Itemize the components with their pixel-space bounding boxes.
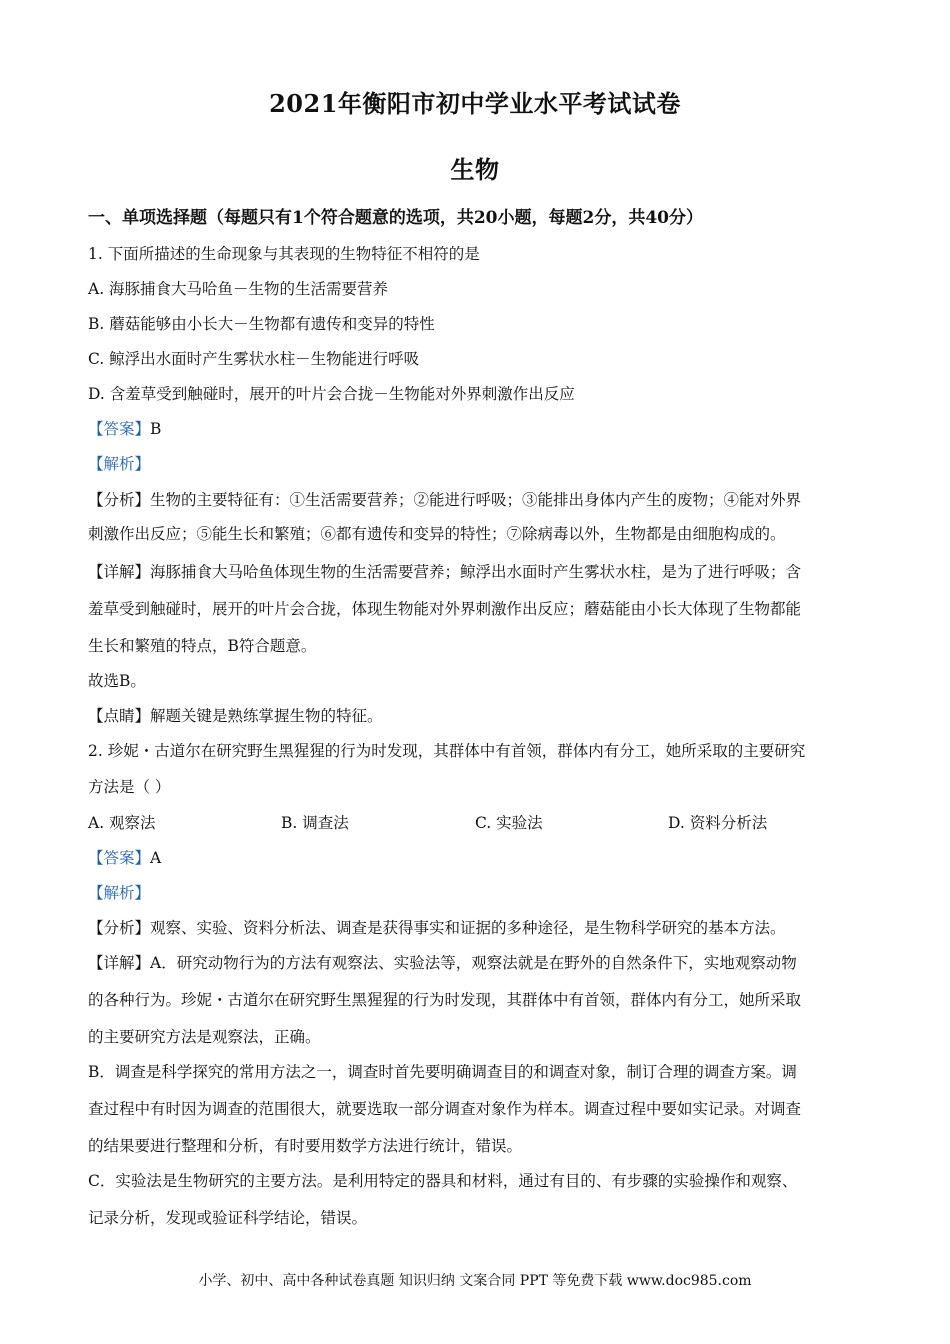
q2-xiangjie-line1 [88,951,797,973]
page-footer: 小学、初中、高中各种试卷真题 知识归纳 文案合同 PPT 等免费下载 www.doc985.com [198,1273,752,1289]
q1-option-b: B. 蘑菇能够由小长大－生物都有遗传和变异的特性 [88,315,435,333]
answer-tag: 【答案】 [88,849,151,867]
q2-option-c: C. 实验法 [475,814,543,832]
q1-option-c: C. 鲸浮出水面时产生雾状水柱－生物能进行呼吸 [88,350,420,368]
xiangjie-tag: 【详解】 [88,954,151,972]
xiangjie-tag: 【详解】 [88,563,151,581]
q2-c-line2: 记录分析，发现或验证科学结论，错误。 [88,1209,368,1227]
q1-option-d: D. 含羞草受到触碰时，展开的叶片会合拢－生物能对外界刺激作出反应 [88,385,575,403]
q2-b-line2: 查过程中有时因为调查的范围很大，就要选取一部分调查对象作为样本。调查过程中要如实记录。对调查 [88,1100,802,1118]
dianjing-tag: 【点睛】 [88,707,151,725]
q2-fenxi-text: 观察、实验、资料分析法、调查是获得事实和证据的多种途径，是生物科学研究的基本方法。 [150,919,786,937]
q1-fenxi-line1 [88,488,801,510]
q2-b-line1: B．调查是科学探究的常用方法之一，调查时首先要明确调查目的和调查对象，制订合理的调查方案。调 [88,1063,797,1081]
q2-analysis-line [88,881,150,903]
section-heading: 一、单项选择题（每题只有1个符合题意的选项，共20小题，每题2分，共40分） [88,208,703,228]
q2-option-a: A. 观察法 [88,814,156,832]
q1-stem: 1. 下面所描述的生命现象与其表现的生物特征不相符的是 [88,245,480,263]
q1-option-a: A. 海豚捕食大马哈鱼－生物的生活需要营养 [88,280,389,298]
q1-answer-line [88,417,161,439]
analysis-tag: 【解析】 [88,455,151,473]
q2-xiangjie-line3: 的主要研究方法是观察法，正确。 [88,1028,321,1046]
q2-option-b: B. 调查法 [281,814,349,832]
answer-tag: 【答案】 [88,420,151,438]
q2-xiangjie-line2: 的各种行为。珍妮・古道尔在研究野生黑猩猩的行为时发现，其群体中有首领，群体内有分工，她所采取 [88,991,802,1009]
q1-dianjing-line [88,704,383,726]
analysis-tag: 【解析】 [88,884,151,902]
exam-title: 2021年衡阳市初中学业水平考试试卷 [269,89,681,118]
q1-xiangjie-line1 [88,560,801,582]
q1-conclusion: 故选B。 [88,672,146,690]
q2-option-d: D. 资料分析法 [668,814,768,832]
q1-fenxi-text1: 生物的主要特征有：①生活需要营养；②能进行呼吸；③能排出身体内产生的废物；④能对外界 [150,491,802,509]
q2-answer-line [88,846,161,868]
q2-answer: A [150,849,162,867]
q2-stem-line2: 方法是（ ） [88,778,171,796]
q1-xiangjie-line2: 羞草受到触碰时，展开的叶片会合拢，体现生物能对外界刺激作出反应；蘑菇能由小长大体现了生物都能 [88,600,802,618]
q2-stem-line1: 2. 珍妮・古道尔在研究野生黑猩猩的行为时发现，其群体中有首领，群体内有分工，她所采取的主要研究 [88,742,806,760]
q1-answer: B [150,420,162,438]
fenxi-tag: 【分析】 [88,491,151,509]
q2-c-line1: C．实验法是生物研究的主要方法。是利用特定的器具和材料，通过有目的、有步骤的实验操作和观察、 [88,1172,798,1190]
q2-b-line3: 的结果要进行整理和分析，有时要用数学方法进行统计，错误。 [88,1137,523,1155]
fenxi-tag: 【分析】 [88,919,151,937]
q2-xiangjie-text1: A．研究动物行为的方法有观察法、实验法等，观察法就是在野外的自然条件下，实地观察动物 [150,954,797,972]
q2-fenxi-line [88,916,786,938]
q1-analysis-line [88,452,150,474]
q1-xiangjie-line3: 生长和繁殖的特点，B符合题意。 [88,637,317,655]
q1-xiangjie-text1: 海豚捕食大马哈鱼体现生物的生活需要营养；鲸浮出水面时产生雾状水柱，是为了进行呼吸；含 [150,563,802,581]
subject-title: 生物 [450,155,500,184]
q1-fenxi-line2: 刺激作出反应；⑤能生长和繁殖；⑥都有遗传和变异的特性；⑦除病毒以外，生物都是由细胞构成的。 [88,525,786,543]
q1-dianjing-text: 解题关键是熟练掌握生物的特征。 [150,707,383,725]
